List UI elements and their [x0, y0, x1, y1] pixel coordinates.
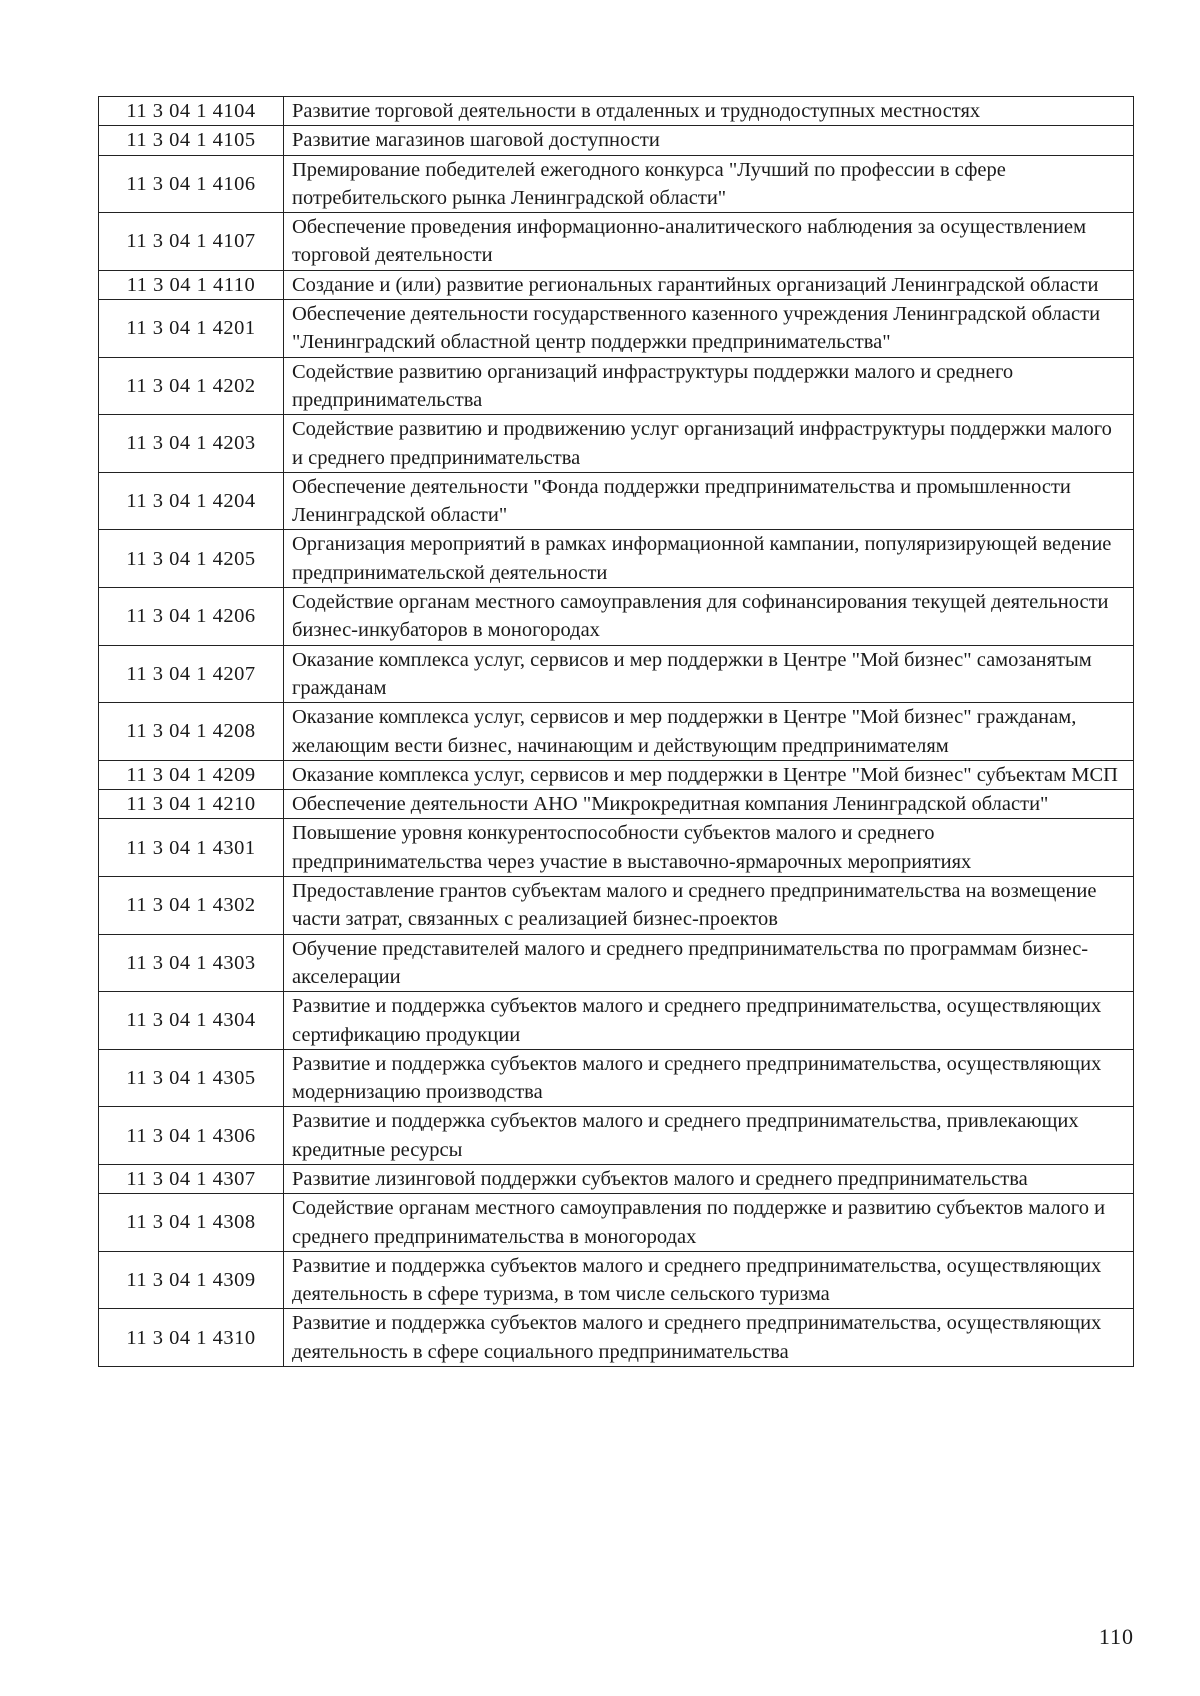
row-code-cell: 11 3 04 1 4202 [99, 357, 284, 415]
row-description-cell: Развитие и поддержка субъектов малого и среднего предпринимательства, осуществляющих деятельность в сфере социального предпринимательства [284, 1309, 1134, 1367]
row-description-cell: Обучение представителей малого и среднего предпринимательства по программам бизнес-акселерации [284, 934, 1134, 992]
table-row [99, 790, 1134, 819]
table-row [99, 1107, 1134, 1165]
table-row [99, 1194, 1134, 1252]
row-code-cell: 11 3 04 1 4301 [99, 819, 284, 877]
row-code-cell: 11 3 04 1 4203 [99, 415, 284, 473]
row-code-cell: 11 3 04 1 4308 [99, 1194, 284, 1252]
table-row [99, 270, 1134, 299]
row-description-cell: Организация мероприятий в рамках информационной кампании, популяризирующей ведение предпринимательской деятельности [284, 530, 1134, 588]
table-row [99, 126, 1134, 155]
row-description-cell: Содействие развитию и продвижению услуг организаций инфраструктуры поддержки малого и среднего предпринимательства [284, 415, 1134, 473]
table-row [99, 703, 1134, 761]
table-row [99, 415, 1134, 473]
row-description-cell: Оказание комплекса услуг, сервисов и мер поддержки в Центре "Мой бизнес" субъектам МСП [284, 760, 1134, 789]
row-description-cell: Развитие магазинов шаговой доступности [284, 126, 1134, 155]
row-description-cell: Обеспечение деятельности АНО "Микрокредитная компания Ленинградской области" [284, 790, 1134, 819]
table-row [99, 1309, 1134, 1367]
row-description-cell: Повышение уровня конкурентоспособности субъектов малого и среднего предпринимательства через участие в выставочно-ярмарочных мероприятиях [284, 819, 1134, 877]
row-description-cell: Обеспечение деятельности государственного казенного учреждения Ленинградской области "Ленинградский областной центр поддержки предпринимательства" [284, 300, 1134, 358]
row-description-cell: Развитие лизинговой поддержки субъектов малого и среднего предпринимательства [284, 1164, 1134, 1193]
row-code-cell: 11 3 04 1 4303 [99, 934, 284, 992]
table-row [99, 155, 1134, 213]
row-code-cell: 11 3 04 1 4306 [99, 1107, 284, 1165]
row-description-cell: Развитие и поддержка субъектов малого и среднего предпринимательства, осуществляющих сертификацию продукции [284, 992, 1134, 1050]
row-description-cell: Содействие развитию организаций инфраструктуры поддержки малого и среднего предпринимательства [284, 357, 1134, 415]
table-row [99, 472, 1134, 530]
row-description-cell: Обеспечение деятельности "Фонда поддержки предпринимательства и промышленности Ленинградской области" [284, 472, 1134, 530]
row-code-cell: 11 3 04 1 4309 [99, 1251, 284, 1309]
table-row [99, 1164, 1134, 1193]
row-code-cell: 11 3 04 1 4110 [99, 270, 284, 299]
row-code-cell: 11 3 04 1 4105 [99, 126, 284, 155]
page-number: 110 [1098, 1624, 1134, 1649]
row-code-cell: 11 3 04 1 4310 [99, 1309, 284, 1367]
table-body [99, 97, 1134, 1367]
table-row [99, 97, 1134, 126]
table-row [99, 760, 1134, 789]
budget-code-table [98, 96, 1134, 1367]
table-row [99, 588, 1134, 646]
row-code-cell: 11 3 04 1 4106 [99, 155, 284, 213]
table-row [99, 530, 1134, 588]
table-row [99, 1049, 1134, 1107]
table-row [99, 934, 1134, 992]
row-code-cell: 11 3 04 1 4204 [99, 472, 284, 530]
row-description-cell: Оказание комплекса услуг, сервисов и мер поддержки в Центре "Мой бизнес" гражданам, желающим вести бизнес, начинающим и действующим предпринимателям [284, 703, 1134, 761]
row-description-cell: Развитие и поддержка субъектов малого и среднего предпринимательства, осуществляющих модернизацию производства [284, 1049, 1134, 1107]
row-description-cell: Обеспечение проведения информационно-аналитического наблюдения за осуществлением торговой деятельности [284, 213, 1134, 271]
table-row [99, 357, 1134, 415]
row-description-cell: Премирование победителей ежегодного конкурса "Лучший по профессии в сфере потребительского рынка Ленинградской области" [284, 155, 1134, 213]
row-description-cell: Предоставление грантов субъектам малого и среднего предпринимательства на возмещение части затрат, связанных с реализацией бизнес-проектов [284, 877, 1134, 935]
table-row [99, 992, 1134, 1050]
table-row [99, 645, 1134, 703]
row-description-cell: Содействие органам местного самоуправления для софинансирования текущей деятельности бизнес-инкубаторов в моногородах [284, 588, 1134, 646]
row-code-cell: 11 3 04 1 4207 [99, 645, 284, 703]
row-description-cell: Развитие и поддержка субъектов малого и среднего предпринимательства, осуществляющих деятельность в сфере туризма, в том числе сельского туризма [284, 1251, 1134, 1309]
row-code-cell: 11 3 04 1 4210 [99, 790, 284, 819]
row-code-cell: 11 3 04 1 4208 [99, 703, 284, 761]
row-code-cell: 11 3 04 1 4201 [99, 300, 284, 358]
table-row [99, 877, 1134, 935]
row-code-cell: 11 3 04 1 4107 [99, 213, 284, 271]
table-row [99, 213, 1134, 271]
row-code-cell: 11 3 04 1 4209 [99, 760, 284, 789]
row-code-cell: 11 3 04 1 4206 [99, 588, 284, 646]
row-code-cell: 11 3 04 1 4104 [99, 97, 284, 126]
table-row [99, 300, 1134, 358]
row-code-cell: 11 3 04 1 4302 [99, 877, 284, 935]
table-row [99, 1251, 1134, 1309]
row-description-cell: Создание и (или) развитие региональных гарантийных организаций Ленинградской области [284, 270, 1134, 299]
row-description-cell: Содействие органам местного самоуправления по поддержке и развитию субъектов малого и среднего предпринимательства в моногородах [284, 1194, 1134, 1252]
table-row [99, 819, 1134, 877]
row-description-cell: Развитие торговой деятельности в отдаленных и труднодоступных местностях [284, 97, 1134, 126]
row-description-cell: Развитие и поддержка субъектов малого и среднего предпринимательства, привлекающих кредитные ресурсы [284, 1107, 1134, 1165]
row-code-cell: 11 3 04 1 4305 [99, 1049, 284, 1107]
row-code-cell: 11 3 04 1 4205 [99, 530, 284, 588]
row-code-cell: 11 3 04 1 4307 [99, 1164, 284, 1193]
row-description-cell: Оказание комплекса услуг, сервисов и мер поддержки в Центре "Мой бизнес" самозанятым гражданам [284, 645, 1134, 703]
row-code-cell: 11 3 04 1 4304 [99, 992, 284, 1050]
